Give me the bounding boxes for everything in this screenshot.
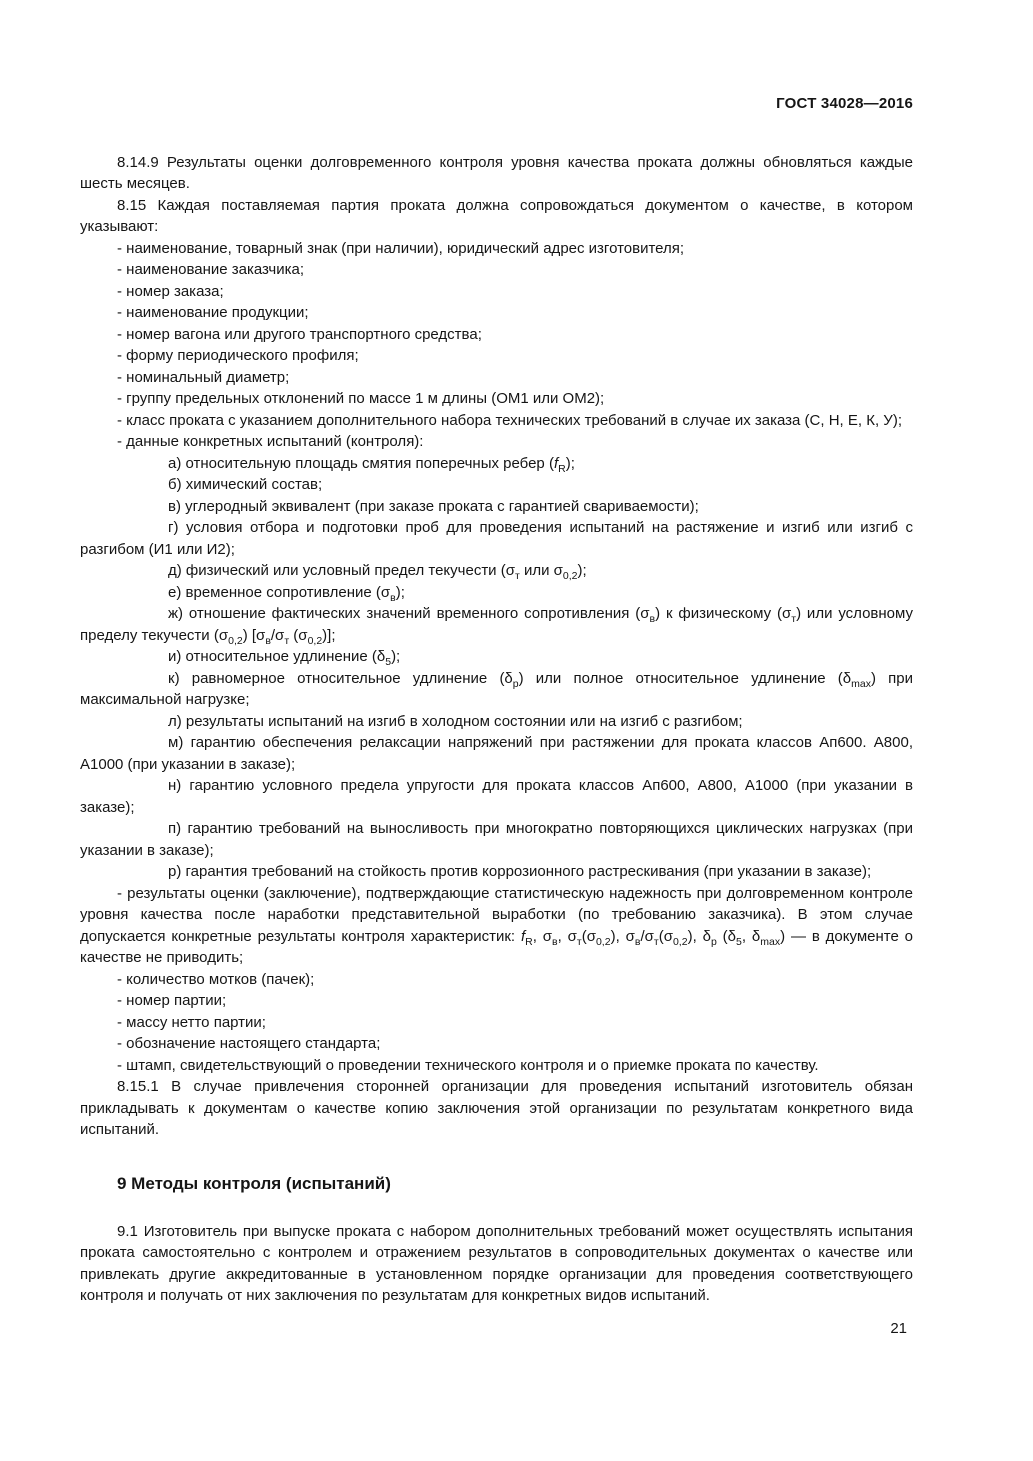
letter-list-item-b: б) химический состав;	[168, 476, 323, 493]
letter-list-item-n: н) гарантию условного предела упругости для проката классов Ап600, А800, А1000 (при указании в заказе);	[80, 777, 913, 816]
dash-list-item: - наименование, товарный знак (при наличии), юридический адрес изготовителя;	[117, 239, 685, 257]
dash-list-item: - класс проката с указанием дополнительного набора технических требований в случае их заказа (С, Н, Е, К, У);	[117, 411, 902, 429]
paragraph-8-15: 8.15 Каждая поставляемая партия проката должна сопровождаться документом о качестве, в котором указывают:	[80, 196, 913, 235]
letter-list-item-v: в) углеродный эквивалент (при заказе проката с гарантией свариваемости);	[168, 497, 699, 515]
dash-list-item: - данные конкретных испытаний (контроля):	[117, 433, 424, 450]
paragraph-8-15-1: 8.15.1 В случае привлечения сторонней организации для проведения испытаний изготовитель обязан прикладывать к документам о качестве копию заключения этой организации по результатам конкретного вида испытаний.	[80, 1078, 913, 1138]
dash-list-item: - обозначение настоящего стандарта;	[117, 1035, 381, 1052]
dash-list-item: - наименование продукции;	[117, 304, 309, 321]
dash-list-item: - номер вагона или другого транспортного средства;	[117, 325, 482, 343]
dash-list-item: - номер заказа;	[117, 282, 224, 300]
dash-list-item: - номер партии;	[117, 992, 227, 1009]
letter-list-item-zh: ж) отношение фактических значений временного сопротивления $(\sigma_в)$ к физическому $(\sigma_т)$ или условному пределу текучести $(\sigma_{0,2})$ [$\sigma_в/\sigma_т$ $(\sigma_{0,2})$];	[80, 605, 913, 647]
dash-list-item: - номинальный диаметр;	[117, 368, 290, 386]
dash-list-item: - результаты оценки (заключение), подтверждающие статистическую надежность при долговременном контроле уровня качества после наработки представительной выработки (по требованию заказчика). В этом случае допускается конкретные результаты контроля характеристик: $f_R$, $\sigma_в$, $\sigma_т(\sigma_{0,2})$, $\sigma_в/\sigma_т(\sigma_{0,2})$, $\delta_р$ ($\delta_5$, $\delta_{max}$) — в документе о качестве не приводить;	[80, 884, 914, 966]
letter-list-item-d: д) физический или условный предел текучести ($\sigma_т$ или $\sigma_{0,2}$);	[168, 562, 587, 582]
letter-list-item-r: р) гарантия требований на стойкость против коррозионного растрескивания (при указании в заказе);	[168, 863, 872, 880]
paragraph-9-1: 9.1 Изготовитель при выпуске проката с набором дополнительных требований может осуществлять испытания проката самостоятельно с контролем и отражением результатов в сопроводительных документах о качестве или привлекать другие аккредитованные в установленном порядке организации для проведения соответствующего контроля и получать от них заключения по результатам для конкретных видов испытаний.	[80, 1222, 913, 1304]
dash-list-item: - штамп, свидетельствующий о проведении технического контроля и о приемке проката по качеству.	[117, 1056, 819, 1074]
letter-list-item-g: г) условия отбора и подготовки проб для проведения испытаний на растяжение и изгиб или изгиб с разгибом (И1 или И2);	[80, 519, 913, 558]
letter-list-item-m: м) гарантию обеспечения релаксации напряжений при растяжении для проката классов Ап600. А800, А1000 (при указании в заказе);	[80, 734, 913, 773]
letter-list-item-p: п) гарантию требований на выносливость при многократно повторяющихся циклических нагрузках (при указании в заказе);	[80, 820, 913, 859]
doc-number-header: ГОСТ 34028—2016	[776, 95, 913, 112]
document-body	[80, 152, 913, 1307]
letter-list-item-e: е) временное сопротивление $(\sigma_в)$;	[168, 583, 405, 604]
dash-list-item: - наименование заказчика;	[117, 261, 305, 278]
section-heading-9: 9 Методы контроля (испытаний)	[117, 1173, 391, 1193]
letter-list-item-k: к) равномерное относительное удлинение $(\delta_р)$ или полное относительное удлинение $(\delta_{max})$ при максимальной нагрузке;	[80, 669, 914, 708]
letter-list-item-i: и) относительное удлинение $(\delta_5)$;	[168, 648, 401, 668]
letter-list-item-l: л) результаты испытаний на изгиб в холодном состоянии или на изгиб с разгибом;	[168, 712, 743, 730]
dash-list-item: - массу нетто партии;	[117, 1013, 266, 1031]
dash-list-item: - форму периодического профиля;	[117, 347, 359, 364]
dash-list-item: - количество мотков (пачек);	[117, 970, 315, 988]
paragraph-8-14-9: 8.14.9 Результаты оценки долговременного контроля уровня качества проката должны обновляться каждые шесть месяцев.	[80, 153, 913, 192]
dash-list-item: - группу предельных отклонений по массе 1 м длины (ОМ1 или ОМ2);	[117, 390, 605, 407]
page-number: 21	[890, 1320, 907, 1337]
letter-list-item-a: а) относительную площадь смятия поперечных ребер $(f_R)$;	[168, 454, 575, 475]
